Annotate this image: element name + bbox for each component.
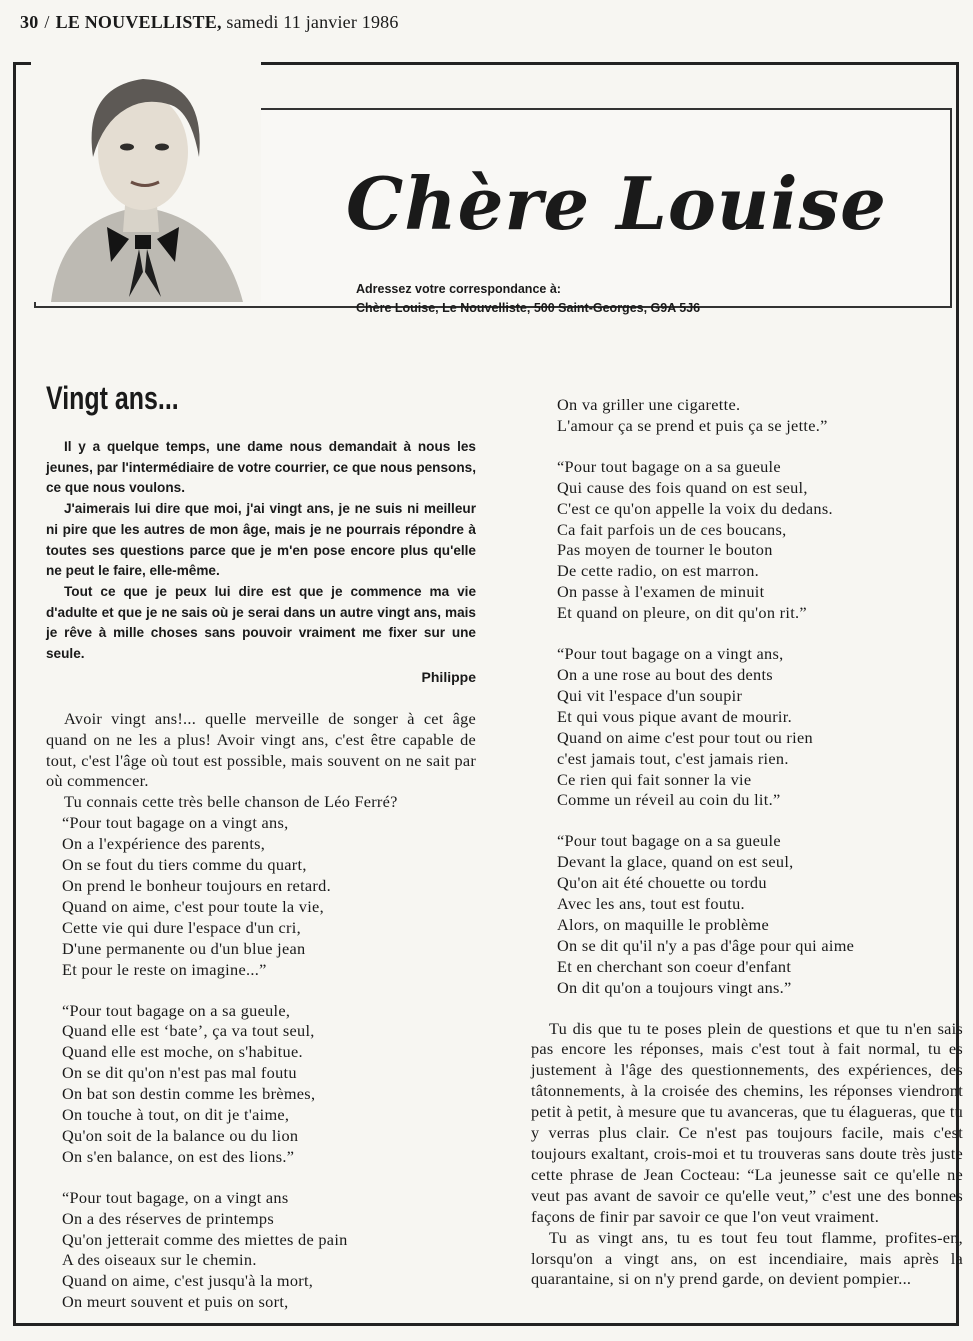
song-line: Ca fait parfois un de ces boucans, [557, 519, 787, 539]
song-line: Qu'on soit de la balance ou du lion [62, 1125, 299, 1145]
song-line: On dit qu'on a toujours vingt ans.” [557, 977, 792, 997]
song-stanza-4 [557, 457, 963, 624]
song-line: Quand on aime, c'est jusqu'à la mort, [62, 1271, 314, 1291]
newspaper-name: LE NOUVELLISTE, [55, 12, 222, 32]
song-line: On bat son destin comme les brèmes, [62, 1084, 316, 1104]
song-line: “Pour tout bagage on a sa gueule, [62, 1000, 291, 1020]
page-number: 30 [20, 12, 39, 32]
song-line: “Pour tout bagage on a vingt ans, [62, 813, 289, 833]
song-line: Et en cherchant son coeur d'enfant [557, 956, 792, 976]
song-line: De cette radio, on est marron. [557, 561, 760, 581]
address-label: Adressez votre correspondance à: [356, 282, 561, 296]
column-title: Chère Louise [346, 161, 887, 246]
song-line: Qui vit l'espace d'un soupir [557, 685, 743, 705]
song-line: c'est jamais tout, c'est jamais rien. [557, 748, 789, 768]
song-line: Quand elle est ‘bate’, ça va tout seul, [62, 1021, 315, 1041]
letter-signature: Philippe [421, 668, 476, 685]
reply-outro [531, 1019, 963, 1291]
letter-paragraph: Tout ce que je peux lui dire est que je commence ma vie d'adulte et que je ne sais où je serai dans un autre vingt ans, mais je rêve à mille choses sans pouvoir vraiment me fixer sur une seule. [46, 583, 476, 662]
song-line: Devant la glace, quand on est seul, [557, 852, 794, 872]
song-line: Quand on aime c'est pour tout ou rien [557, 727, 813, 747]
reply-intro [46, 709, 476, 814]
song-line: Pas moyen de tourner le bouton [557, 540, 773, 560]
song-line: Quand on aime, c'est pour toute la vie, [62, 896, 324, 916]
song-line: On a l'expérience des parents, [62, 834, 266, 854]
song-line: Qu'on ait été chouette ou tordu [557, 873, 767, 893]
song-line: “Pour tout bagage on a sa gueule [557, 456, 781, 476]
columnist-portrait [31, 57, 261, 302]
song-stanza-2 [62, 1001, 476, 1168]
column-frame [13, 62, 963, 1326]
letter-paragraph: Il y a quelque temps, une dame nous demandait à nous les jeunes, par l'intermédiaire de votre courrier, ce que nous pensons, ce que nous voulons. [46, 439, 476, 496]
song-line: “Pour tout bagage on a vingt ans, [557, 644, 784, 664]
page-header [20, 12, 399, 33]
song-line: On va griller une cigarette. [557, 395, 741, 414]
reply-paragraph: Tu connais cette très belle chanson de Léo Ferré? [64, 792, 398, 812]
song-stanza-1 [62, 813, 476, 980]
reply-paragraph: Avoir vingt ans!... quelle merveille de songer à cet âge quand on ne les a plus! Avoir vingt ans, c'est être capable de tout, c'est l'âge où tout est possible, mais souvent on ne sait par où commencer. [46, 708, 476, 791]
song-line: On touche à tout, on dit je t'aime, [62, 1105, 290, 1125]
song-line: “Pour tout bagage on a sa gueule [557, 831, 781, 851]
song-line: On a des réserves de printemps [62, 1208, 274, 1228]
song-line: L'amour ça se prend et puis ça se jette.” [557, 415, 828, 435]
song-line: “Pour tout bagage, on a vingt ans [62, 1187, 289, 1207]
song-stanza-5 [557, 644, 963, 811]
song-line: On s'en balance, on est des lions.” [62, 1146, 295, 1166]
header-separator: / [44, 12, 50, 32]
song-stanza-3-continued [557, 395, 963, 437]
song-line: Qu'on jetterait comme des miettes de pain [62, 1229, 348, 1249]
song-line: C'est ce qu'on appelle la voix du dedans. [557, 498, 833, 518]
song-line: A des oiseaux sur le chemin. [62, 1250, 257, 1270]
letter-paragraph: J'aimerais lui dire que moi, j'ai vingt ans, je ne suis ni meilleur ni pire que les autres de mon âge, mais je ne pourrais répondre à toutes ses questions parce que je m'en pose encore plus qu'elle ne peut le faire, elle-même. [46, 501, 476, 579]
song-line: Comme un réveil au coin du lit.” [557, 790, 781, 810]
song-line: Et quand on pleure, on dit qu'on rit.” [557, 603, 807, 623]
song-line: Et qui vous pique avant de mourir. [557, 706, 792, 726]
song-line: D'une permanente ou d'un blue jean [62, 938, 306, 958]
song-line: Qui cause des fois quand on est seul, [557, 477, 808, 497]
address-value: Chère Louise, Le Nouvelliste, 500 Saint-Georges, G9A 5J6 [356, 301, 701, 315]
song-line: On meurt souvent et puis on sort, [62, 1292, 289, 1312]
left-column [46, 377, 476, 1313]
reply-paragraph: Tu as vingt ans, tu es tout feu tout flamme, profites-en, lorsqu'on a vingt ans, on est incendiaire, mais après la quarantaine, si on n'y prend garde, on devient pompier... [531, 1227, 963, 1289]
song-stanza-6 [557, 831, 963, 998]
right-column [531, 395, 963, 1290]
mailing-address [356, 280, 700, 318]
song-line: On se fout du tiers comme du quart, [62, 855, 307, 875]
song-line: Et pour le reste on imagine...” [62, 959, 267, 979]
song-line: On se dit qu'on n'est pas mal foutu [62, 1063, 297, 1083]
song-line: Alors, on maquille le problème [557, 914, 770, 934]
song-line: On se dit qu'il n'y a pas d'âge pour qui aime [557, 935, 855, 955]
reply-paragraph: Tu dis que tu te poses plein de questions et que tu n'en sais pas encore les réponses, mais c'est tout à fait normal, tu es justement à l'âge des questionnements, des expériences, des tâtonnements, à la croisée des chemins, les réponses viendront petit à petit, à mesure que tu avanceras, que tu élagueras, que tu y verras plus clair. Ce n'est pas toujours facile, mais c'est toujours exaltant, crois-moi et tu trouveras sans doute très juste cette phrase de Jean Cocteau: “La jeunesse sait ce qu'elle ne veut pas avant de savoir ce qu'elle veut,” c'est une des bonnes façons de finir par savoir ce que l'on veut vraiment. [531, 1018, 963, 1226]
issue-date: samedi 11 janvier 1986 [226, 12, 399, 32]
song-line: Cette vie qui dure l'espace d'un cri, [62, 917, 301, 937]
song-stanza-3 [62, 1188, 476, 1313]
article-headline: Vingt ans... [46, 380, 179, 416]
song-line: Ce rien qui fait sonner la vie [557, 769, 752, 789]
song-line: On passe à l'examen de minuit [557, 582, 765, 602]
song-line: Quand elle est moche, on s'habitue. [62, 1042, 303, 1062]
song-line: Avec les ans, tout est foutu. [557, 894, 745, 914]
reader-letter [46, 437, 476, 665]
song-line: On prend le bonheur toujours en retard. [62, 875, 331, 895]
song-line: On a une rose au bout des dents [557, 664, 773, 684]
